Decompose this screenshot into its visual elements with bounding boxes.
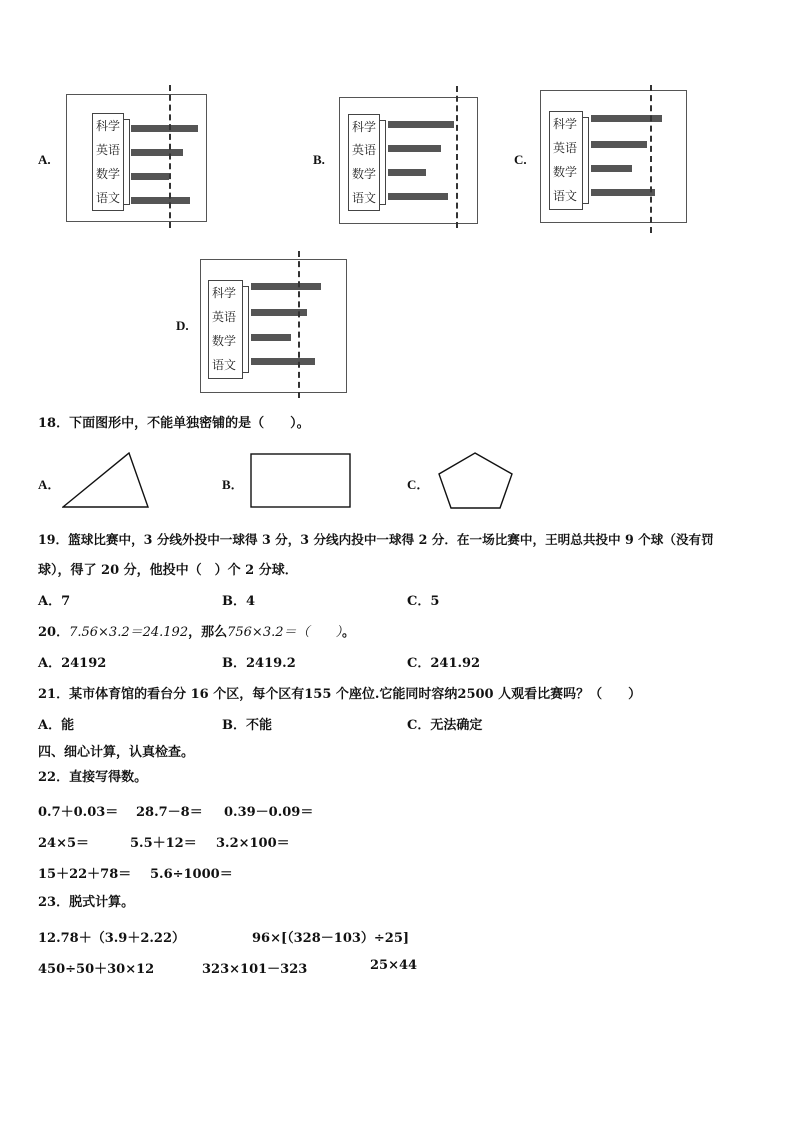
- q19-option-b: B．4: [222, 594, 256, 609]
- calc-item: 5.6÷1000＝: [150, 867, 233, 882]
- subject-label: 数学: [352, 167, 377, 181]
- q20-formula-given: 7.56×3.2＝24.192: [69, 625, 189, 640]
- calc-item: 323×101－323: [202, 962, 308, 977]
- q20-option-b: B．2419.2: [222, 656, 296, 671]
- q20-option-c: C．241.92: [407, 656, 481, 671]
- q20-option-a: A．24192: [38, 656, 107, 671]
- bar-chinese: [251, 358, 315, 365]
- q20-number: 20．: [38, 625, 70, 640]
- bar-math: [388, 169, 426, 176]
- subject-label: 科学: [212, 286, 237, 300]
- question-18-stem: 18．下面图形中，不能单独密铺的是（ ）。: [38, 416, 310, 431]
- reference-dashed-line: [650, 85, 652, 233]
- reference-dashed-line: [169, 85, 171, 228]
- question-23-stem: 23．脱式计算。: [38, 895, 135, 910]
- question-20-stem: [38, 625, 355, 641]
- bar-science: [131, 125, 198, 132]
- chart-option-c: [540, 90, 687, 223]
- subject-label: 数学: [553, 165, 578, 179]
- bar-chinese: [388, 193, 448, 200]
- q18-option-a: A．: [38, 477, 61, 492]
- subject-label: 科学: [553, 117, 578, 131]
- reference-dashed-line: [298, 251, 300, 398]
- chart-option-d: [200, 259, 347, 393]
- label-brace: [243, 286, 249, 373]
- calc-item: 3.2×100＝: [216, 836, 290, 851]
- bar-english: [388, 145, 441, 152]
- bar-science: [251, 283, 321, 290]
- bar-math: [251, 334, 291, 341]
- subject-label: 语文: [553, 189, 578, 203]
- question-22-stem: 22．直接写得数。: [38, 770, 148, 785]
- q20-end: 。: [342, 625, 356, 640]
- reference-dashed-line: [456, 86, 458, 228]
- subject-label: 科学: [96, 119, 121, 133]
- subject-label-box: [348, 114, 380, 211]
- calc-item: 28.7－8＝: [136, 805, 203, 820]
- calc-item: 15＋22＋78＝: [38, 867, 132, 882]
- calc-item: 0.39－0.09＝: [224, 805, 314, 820]
- section-4-heading: 四、细心计算，认真检查。: [38, 745, 195, 760]
- label-brace: [124, 119, 130, 205]
- label-brace: [380, 120, 386, 205]
- bar-chinese: [591, 189, 655, 196]
- option-letter-b: B.: [313, 152, 325, 167]
- subject-label: 科学: [352, 120, 377, 134]
- bar-english: [591, 141, 647, 148]
- q18-option-b: B．: [222, 477, 244, 492]
- subject-label-box: [549, 111, 583, 210]
- bar-science: [388, 121, 454, 128]
- q18-option-c: C．: [407, 477, 430, 492]
- calc-item: 5.5＋12＝: [130, 836, 197, 851]
- calc-item: 25×44: [370, 958, 418, 973]
- calc-item: 450÷50＋30×12: [38, 962, 155, 977]
- chart-option-a: [66, 94, 207, 222]
- rectangle-shape: [250, 453, 352, 509]
- calc-item: 0.7＋0.03＝: [38, 805, 119, 820]
- subject-label: 语文: [352, 191, 377, 205]
- q19-option-a: A．7: [38, 594, 71, 609]
- bar-math: [591, 165, 632, 172]
- bar-math: [131, 173, 169, 180]
- subject-label: 英语: [352, 143, 377, 157]
- option-letter-a: A.: [38, 152, 51, 167]
- subject-label: 英语: [96, 143, 121, 157]
- question-19-stem-line1: 19．篮球比赛中，3 分线外投中一球得 3 分，3 分线内投中一球得 2 分．在一场比赛中，王明总共投中 9 个球（没有罚: [38, 532, 714, 547]
- option-letter-c: C.: [514, 152, 527, 167]
- calc-item: 24×5＝: [38, 836, 90, 851]
- q21-option-c: C．无法确定: [407, 718, 483, 733]
- question-19-stem-line2: 球），得了 20 分，他投中（ ）个 2 分球．: [38, 563, 298, 578]
- subject-label-box: [208, 280, 243, 379]
- question-21-stem: 21．某市体育馆的看台分 16 个区，每个区有155 个座位.它能同时容纳2500 人观看比赛吗？（ ）: [38, 687, 642, 702]
- triangle-shape: [62, 452, 150, 510]
- subject-label: 数学: [212, 334, 237, 348]
- label-brace: [583, 117, 589, 204]
- q20-formula-asked: 756×3.2＝（ ）: [227, 625, 342, 640]
- q19-option-c: C．5: [407, 594, 440, 609]
- q20-then: ，那么: [188, 625, 228, 640]
- option-letter-d: D.: [176, 318, 189, 333]
- subject-label: 语文: [212, 358, 237, 372]
- bar-english: [131, 149, 183, 156]
- q21-option-a: A．能: [38, 718, 75, 733]
- subject-label: 英语: [553, 141, 578, 155]
- bar-chinese: [131, 197, 190, 204]
- chart-option-b: [339, 97, 478, 224]
- pentagon-shape: [438, 452, 514, 510]
- calc-item: 12.78＋（3.9＋2.22）: [38, 931, 185, 946]
- subject-label-box: [92, 113, 124, 211]
- q21-option-b: B．不能: [222, 718, 272, 733]
- calc-item: 96×[（328－103）÷25]: [252, 931, 410, 946]
- subject-label: 数学: [96, 167, 121, 181]
- subject-label: 语文: [96, 191, 121, 205]
- subject-label: 英语: [212, 310, 237, 324]
